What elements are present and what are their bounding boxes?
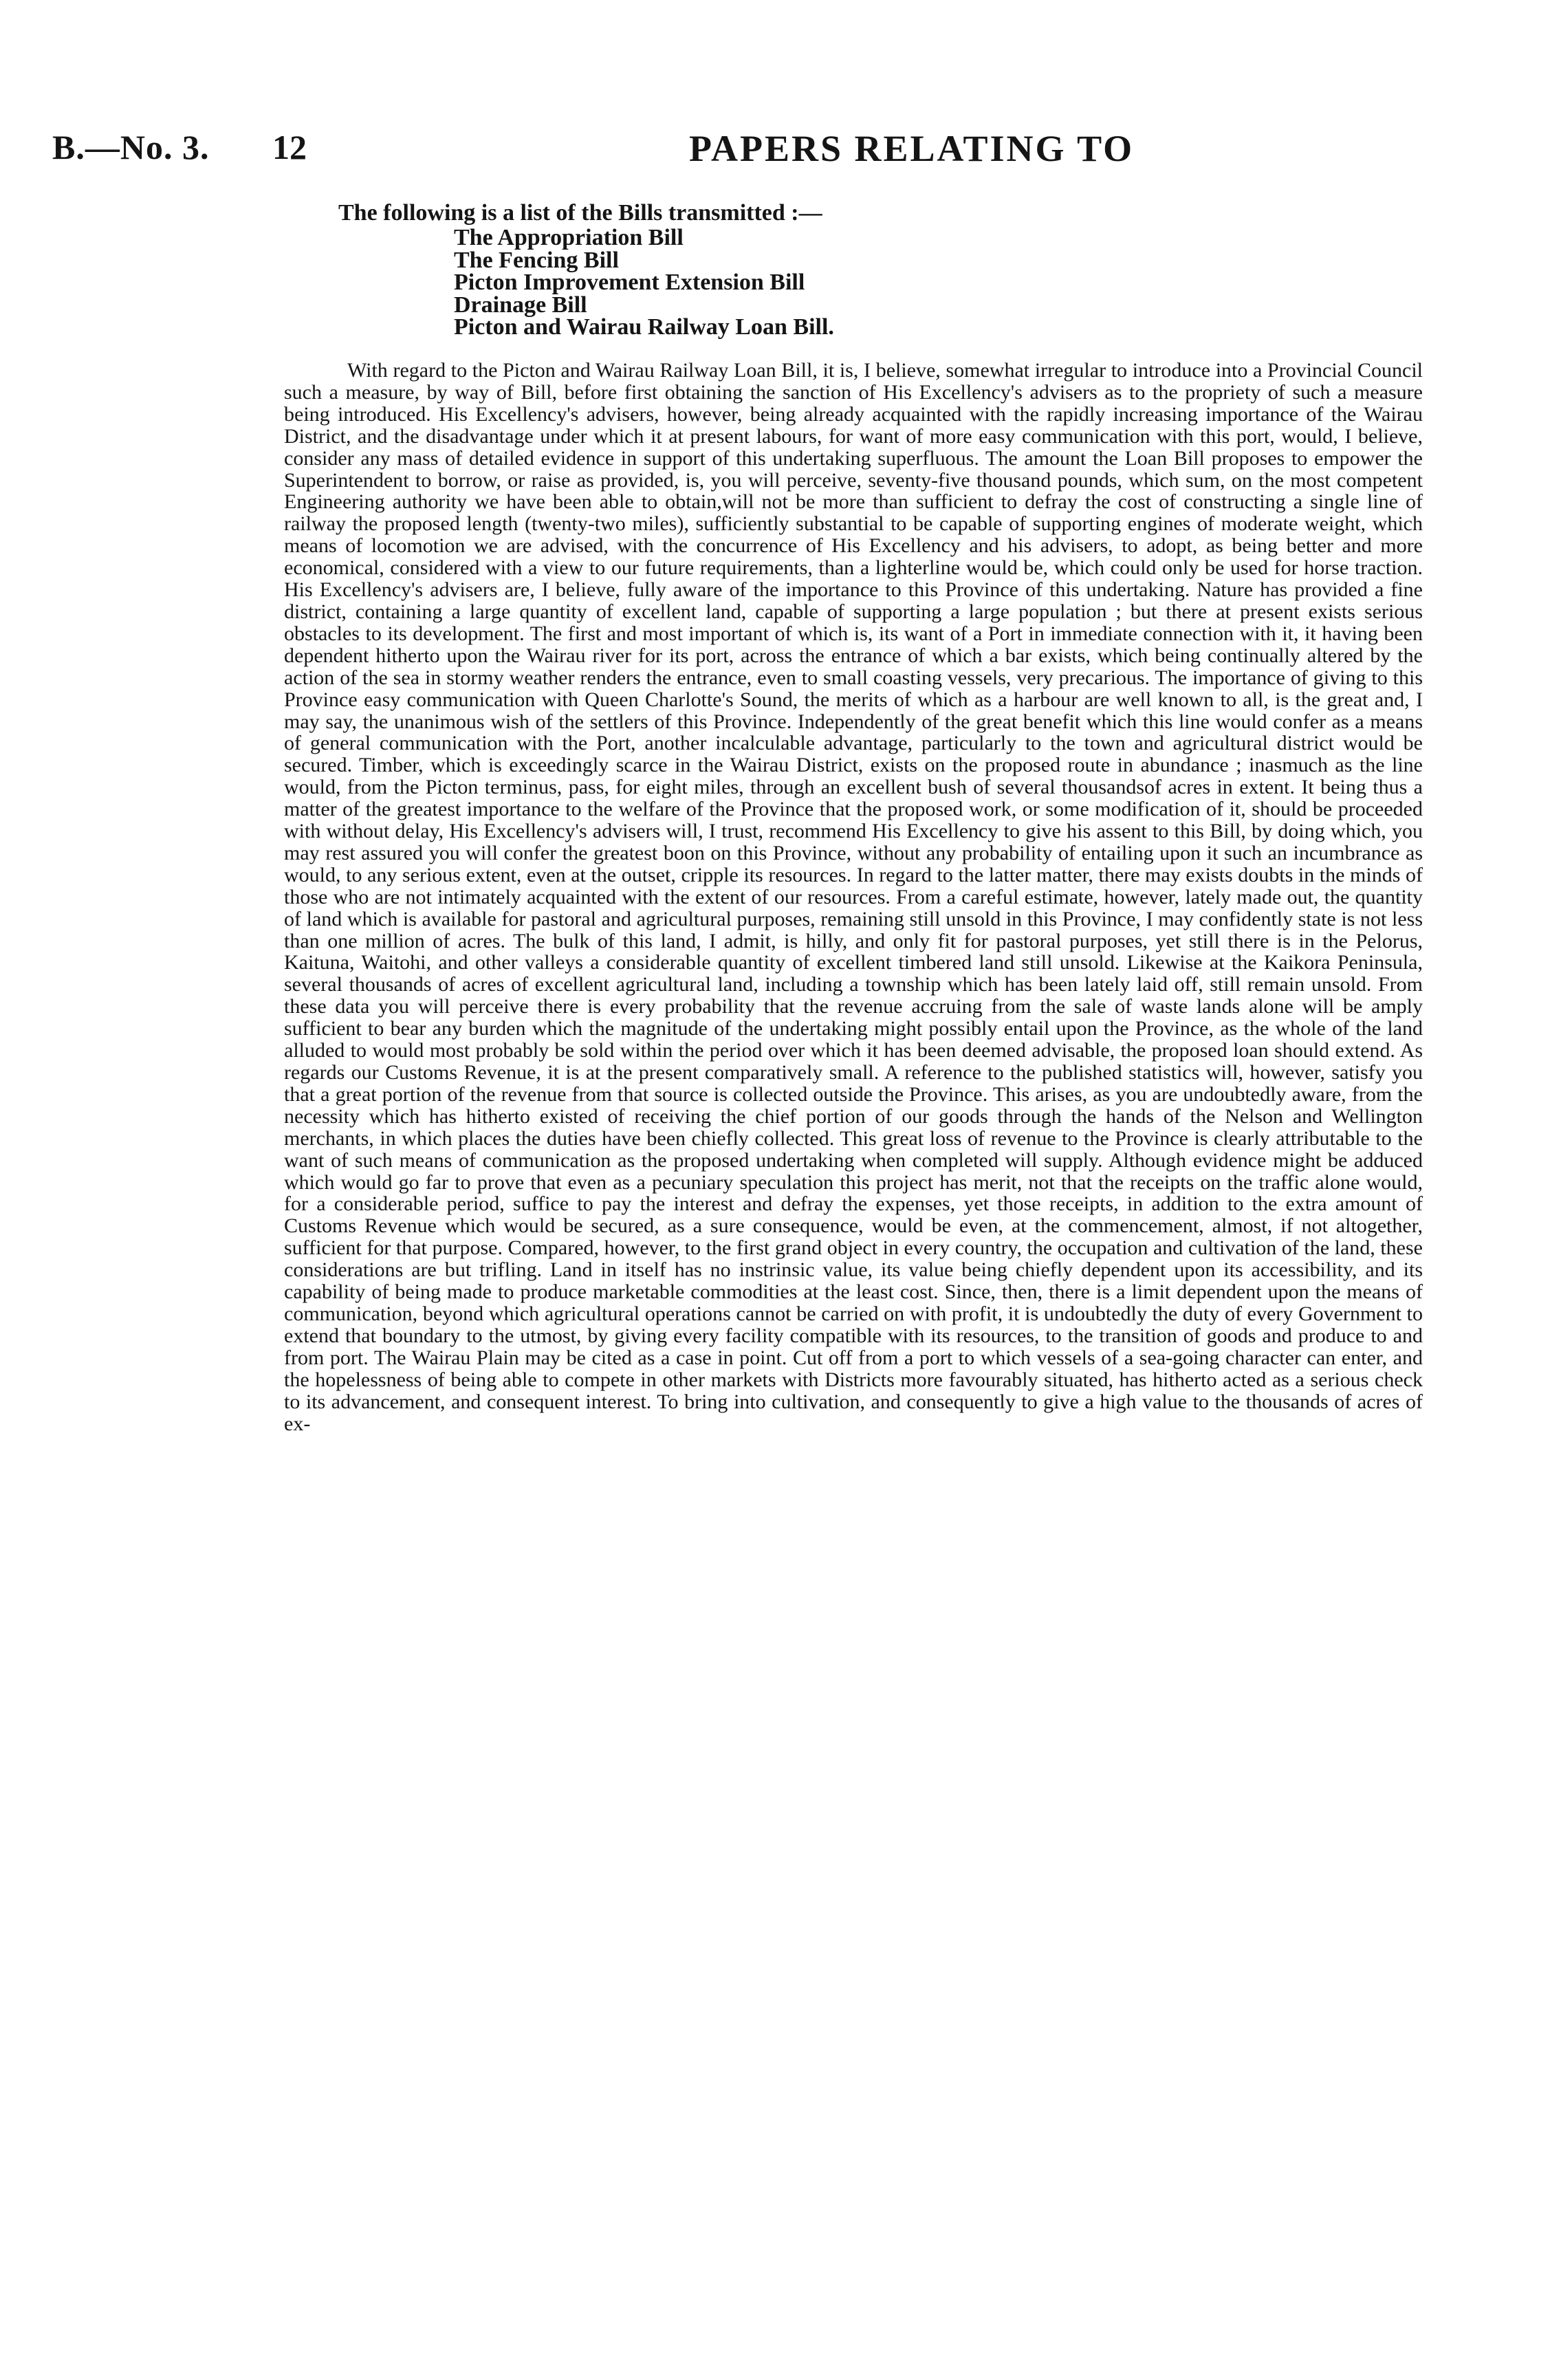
list-item: The Fencing Bill (454, 247, 619, 273)
page-header (44, 127, 1502, 182)
body-paragraph: With regard to the Picton and Wairau Railway Loan Bill, it is, I believe, somewhat irregular to introduce into a Provincial Council such a measure, by way of Bill, before first obtaining the sanction of His Excellency's advisers as to the propriety of such a measure being introduced. His Excellency's advisers, however, being already acquainted with the rapidly increasing importance of the Wairau District, and the disadvantage under which it at present labours, for want of more easy communication with this port, would, I believe, consider any mass of detailed evidence in support of this undertaking superfluous. The amount the Loan Bill proposes to empower the Superintendent to borrow, or raise as provided, is, you will perceive, seventy-five thousand pounds, which sum, on the most competent Engineering authority we have been able to obtain,will not be more than sufficient to defray the cost of constructing a single line of railway the proposed length (twenty-two miles), sufficiently substantial to be capable of supporting engines of moderate weight, which means of locomotion we are advised, with the concurrence of His Excellency and his advisers, to adopt, as being better and more economical, considered with a view to our future requirements, than a lighterline would be, which could only be used for horse traction. His Excellency's advisers are, I believe, fully aware of the importance to this Province of this undertaking. Nature has provided a fine district, containing a large quantity of excellent land, capable of supporting a large population ; but there at present exists serious obstacles to its development. The first and most important of which is, its want of a Port in immediate connection with it, it having been dependent hitherto upon the Wairau river for its port, across the entrance of which a bar exists, which being continually altered by the action of the sea in stormy weather renders the entrance, even to small coasting vessels, very precarious. The importance of giving to this Province easy communication with Queen Charlotte's Sound, the merits of which as a harbour are well known to all, is the great and, I may say, the unanimous wish of the settlers of this Province. Independently of the great benefit which this line would confer as a means of general communication with the Port, another incalculable advantage, particularly to the town and agricultural district would be secured. Timber, which is exceedingly scarce in the Wairau District, exists on the proposed route in abundance ; inasmuch as the line would, from the Picton terminus, pass, for eight miles, through an excellent bush of several thousandsof acres in extent. It being thus a matter of the greatest importance to the welfare of the Province that the proposed work, or some modification of it, should be proceeded with without delay, His Excellency's advisers will, I trust, recommend His Excellency to give his assent to this Bill, by doing which, you may rest assured you will confer the greatest boon on this Province, without any probability of entailing upon it such an incumbrance as would, to any serious extent, even at the outset, cripple its resources. In regard to the latter matter, there may exists doubts in the minds of those who are not intimately acquainted with the extent of our resources. From a careful estimate, however, lately made out, the quantity of land which is available for pastoral and agricultural purposes, remaining still unsold in this Province, I may confidently state is not less than one million of acres. The bulk of this land, I admit, is hilly, and only fit for pastoral purposes, yet still there is in the Pelorus, Kaituna, Waitohi, and other valleys a considerable quantity of excellent timbered land still unsold. Likewise at the Kaikora Peninsula, several thousands of acres of excellent agricultural land, including a township which has been lately laid off, still remain unsold. From these data you will perceive there is every probability that the revenue accruing from the sale of waste lands alone will be amply sufficient to bear any burden which the magnitude of the undertaking might possibly entail upon the Province, as the whole of the land alluded to would most probably be sold within the period over which it has been deemed advisable, the proposed loan should extend. As regards our Customs Revenue, it is at the present comparatively small. A reference to the published statistics will, however, satisfy you that a great portion of the revenue from that source is collected outside the Province. This arises, as you are undoubtedly aware, from the necessity which has hitherto existed of receiving the chief portion of our goods through the hands of the Nelson and Wellington merchants, in which places the duties have been chiefly collected. This great loss of revenue to the Province is clearly attributable to the want of such means of communication as the proposed undertaking when completed will supply. Although evidence might be adduced which would go far to prove that even as a pecuniary speculation this project has merit, not that the receipts on the traffic alone would, for a considerable period, suffice to pay the interest and defray the expenses, yet those receipts, in addition to the extra amount of Customs Revenue which would be secured, as a sure consequence, would be even, at the commencement, almost, if not altogether, sufficient for that purpose. Compared, however, to the first grand object in every country, the occupation and cultivation of the land, these considerations are but trifling. Land in itself has no instrinsic value, its value being chiefly dependent upon its accessibility, and its capability of being made to produce marketable commodities at the least cost. Since, then, there is a limit dependent upon the means of communication, beyond which agricultural operations cannot be carried on with profit, it is undoubtedly the duty of every Government to extend that boundary to the utmost, by giving every facility compatible with its resources, to the transition of goods and produce to and from port. The Wairau Plain may be cited as a case in point. Cut off from a port to which vessels of a sea-going character can enter, and the hopelessness of being able to compete in other markets with Districts more favourably situated, has hitherto acted as a serious check to its advancement, and consequent interest. To bring into cultivation, and consequently to give a high value to the thousands of acres of ex- (284, 359, 1423, 1435)
list-item: Drainage Bill (454, 292, 587, 318)
list-item: The Appropriation Bill (454, 225, 684, 250)
list-item: Picton and Wairau Railway Loan Bill. (454, 314, 834, 340)
list-item: Picton Improvement Extension Bill (454, 270, 805, 295)
bill-list-intro: The following is a list of the Bills transmitted :— (338, 200, 822, 226)
bill-list (454, 227, 834, 339)
document-reference: B.—No. 3. (52, 128, 210, 166)
running-title: PAPERS RELATING TO (689, 128, 1135, 169)
page-number: 12 (272, 128, 307, 166)
